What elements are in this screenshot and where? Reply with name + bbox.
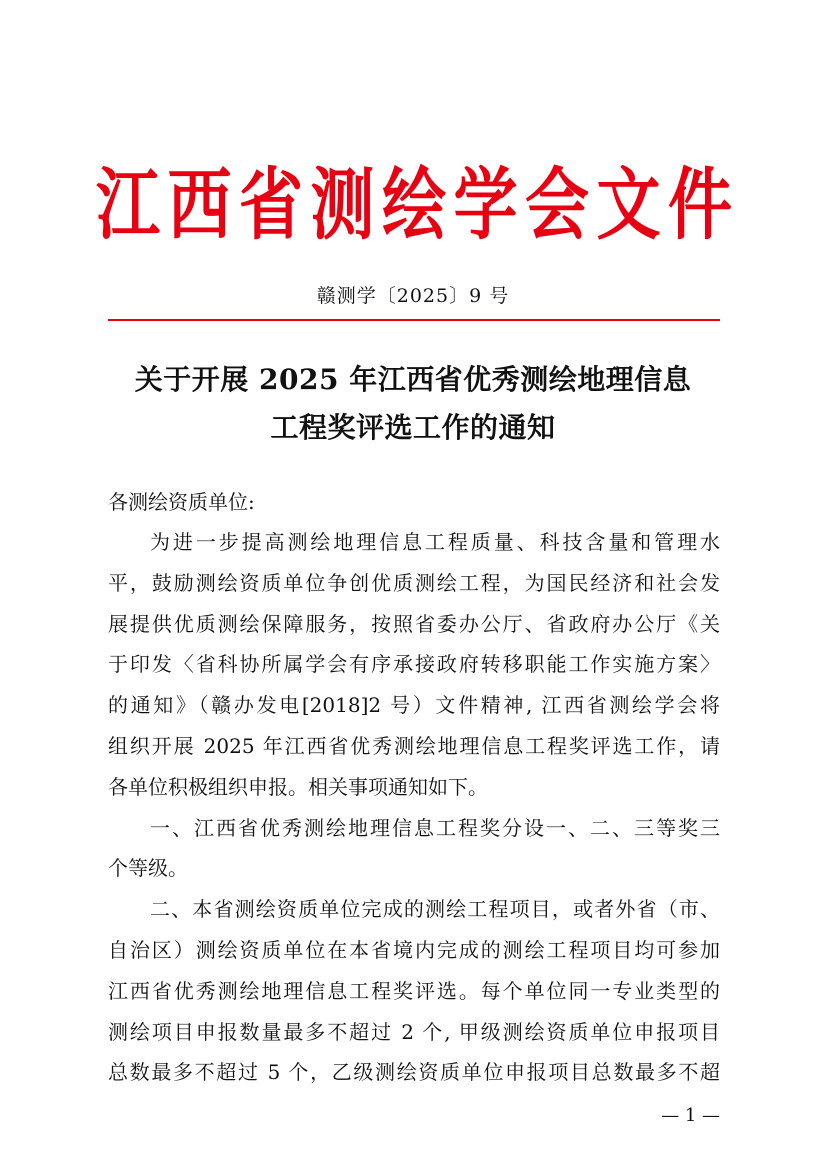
title-line-1: 关于开展 2025 年江西省优秀测绘地理信息 (134, 363, 692, 396)
document-masthead (96, 156, 732, 256)
body-line: 为进一步提高测绘地理信息工程质量、科技含量和管理水 (150, 530, 720, 554)
page-number: — 1 — (661, 1105, 720, 1126)
masthead-char: 绘 (382, 159, 446, 252)
masthead-char: 省 (239, 159, 303, 252)
salutation: 各测绘资质单位: (108, 490, 255, 514)
header-divider (108, 319, 720, 321)
document-title (0, 356, 826, 452)
body-line: 个等级。 (108, 856, 188, 881)
masthead-char: 会 (525, 159, 589, 252)
masthead-char: 文 (596, 159, 661, 252)
body-line: 总数最多不超过 5 个，乙级测绘资质单位申报项目总数最多不超 (108, 1060, 720, 1085)
body-line: 平，鼓励测绘资质单位争创优质测绘工程，为国民经济和社会发 (108, 570, 720, 595)
document-body (108, 522, 720, 1093)
body-line: 的通知》（赣办发电[2018]2 号）文件精神, 江西省测绘学会将 (108, 693, 720, 718)
body-line: 自治区）测绘资质单位在本省境内完成的测绘工程项目均可参加 (108, 937, 720, 962)
body-line: 测绘项目申报数量最多不超过 2 个, 甲级测绘资质单位申报项目 (108, 1019, 720, 1044)
masthead-char: 学 (453, 159, 518, 252)
body-line: 各单位积极组织申报。相关事项通知如下。 (108, 774, 488, 799)
title-line-2: 工程奖评选工作的通知 (270, 411, 556, 444)
document-number: 赣测学〔2025〕9 号 (316, 285, 510, 307)
body-line: 展提供优质测绘保障服务，按照省委办公厅、省政府办公厅《关 (108, 611, 720, 636)
body-line: 江西省优秀测绘地理信息工程奖评选。每个单位同一专业类型的 (108, 978, 720, 1003)
masthead-char: 江 (96, 159, 160, 252)
body-line: 一、江西省优秀测绘地理信息工程奖分设一、二、三等奖三 (150, 815, 720, 840)
body-line: 组织开展 2025 年江西省优秀测绘地理信息工程奖评选工作，请 (108, 733, 720, 758)
masthead-char: 件 (668, 159, 732, 252)
masthead-char: 测 (310, 159, 375, 252)
body-line: 二、本省测绘资质单位完成的测绘工程项目，或者外省（市、 (150, 897, 720, 922)
masthead-char: 西 (167, 159, 232, 252)
body-line: 于印发〈省科协所属学会有序承接政府转移职能工作实施方案〉 (108, 652, 720, 677)
